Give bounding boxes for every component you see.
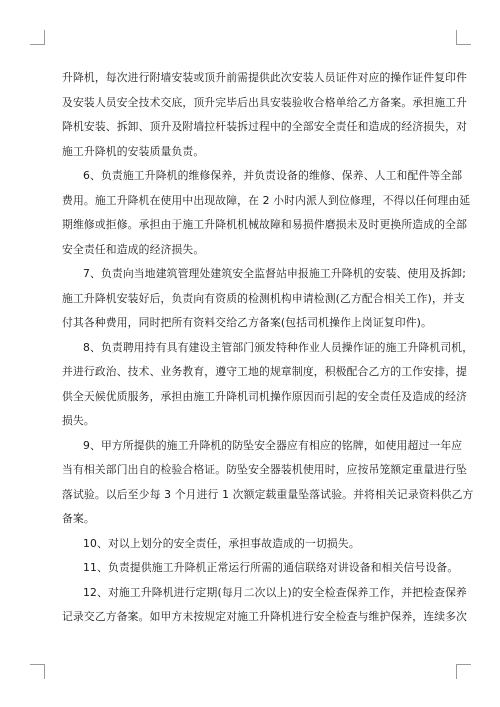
text-line: 当有相关部门出自的检验合格证。防坠安全器装机使用时，应按吊笼额定重量进行坠 (62, 463, 468, 476)
crop-mark-bottom-left (30, 664, 45, 679)
text-line: 施工升降机安装好后，负责向有资质的检测机构申请检测(乙方配合相关工作)，并支 (62, 291, 465, 305)
paragraph-12 (62, 581, 468, 630)
crop-mark-top-left (30, 30, 45, 45)
paragraph-8 (62, 336, 474, 434)
text-line: 8、负责聘用持有具有建设主管部门颁发特种作业人员操作证的施工升降机司机， (83, 340, 474, 354)
paragraph-11 (62, 556, 459, 581)
text-line: 备案。 (62, 512, 95, 525)
text-line: 记录交乙方备案。如甲方未按规定对施工升降机进行安全检查与维护保养，连续多次 (62, 610, 468, 623)
text-line: 落试验。以后至少每 3 个月进行 1 次额定载重量坠落试验。并将相关记录资料供乙方 (62, 487, 474, 501)
paragraph-6 (62, 164, 471, 262)
text-line: 降机安装、拆卸、顶升及附墙拉杆装拆过程中的全部安全责任和造成的经济损失，对 (62, 120, 468, 133)
text-line: 并进行政治、技术、业务教育，遵守工地的规章制度，积极配合乙方的工作安排，提 (62, 365, 468, 378)
paragraph-9 (62, 434, 474, 532)
text-line: 损失。 (62, 414, 95, 427)
text-line: 供全天候优质服务，承担由施工升降机司机操作原因而引起的安全责任及造成的经济 (62, 389, 468, 403)
text-line: 9、甲方所提供的施工升降机的防坠安全器应有相应的铭牌，如使用超过一年应 (83, 438, 463, 452)
text-line: 安全责任和造成的经济损失。 (62, 242, 205, 256)
text-line: 11、负责提供施工升降机正常运行所需的通信联络对讲设备和相关信号设备。 (83, 561, 459, 574)
crop-mark-bottom-right (456, 664, 471, 679)
crop-mark-top-right (456, 30, 471, 45)
paragraph-5-continued (62, 66, 468, 164)
text-line: 期维修或拒修。承担由于施工升降机机械故障和易损件磨损未及时更换所造成的全部 (62, 218, 468, 231)
text-line: 7、负责向当地建筑管理处建筑安全监督站申报施工升降机的安装、使用及拆卸; (83, 267, 466, 280)
text-line: 6、负责施工升降机的维修保养，并负责设备的维修、保养、人工和配件等全部 (83, 169, 463, 182)
text-line: 付其各种费用，同时把所有资料交给乙方备案(包括司机操作上岗证复印件)。 (62, 316, 432, 329)
text-line: 10、对以上划分的安全责任，承担事故造成的一切损失。 (83, 536, 360, 550)
paragraph-7 (62, 262, 466, 336)
text-line: 及安装人员安全技术交底，顶升完毕后出具安装验收合格单给乙方备案。承担施工升 (62, 95, 468, 109)
text-line: 施工升降机的安装质量负责。 (62, 144, 205, 158)
text-line: 费用。施工升降机在使用中出现故障，在 2 小时内派人到位修理，不得以任何理由延 (62, 193, 471, 207)
document-body (62, 66, 474, 630)
text-line: 升降机，每次进行附墙安装或顶升前需提供此次安装人员证件对应的操作证件复印件 (62, 71, 468, 84)
paragraph-10 (62, 532, 438, 557)
text-line: 12、对施工升降机进行定期(每月二次以上)的安全检查保养工作，并把检查保养 (83, 585, 468, 599)
